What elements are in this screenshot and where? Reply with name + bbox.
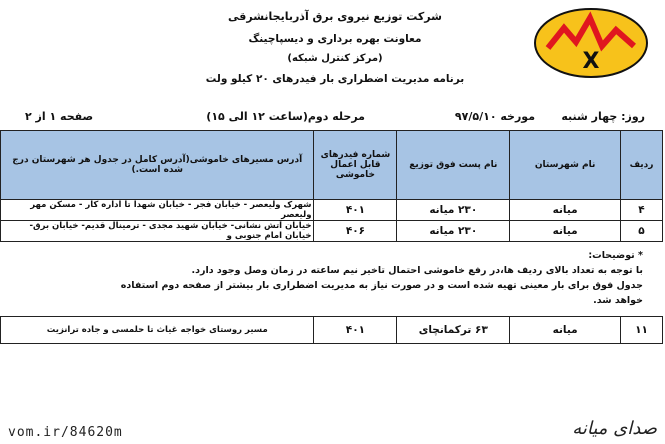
- company-name: شرکت توزیع نیروی برق آذربایجانشرقی: [228, 10, 442, 23]
- header-city: نام شهرستان: [510, 131, 621, 200]
- header-substation: نام پست فوق توزیع: [397, 131, 510, 200]
- cell-feeder: ۴۰۶: [314, 221, 397, 242]
- cell-row-number: ۱۱: [621, 317, 663, 344]
- cell-address: خیابان آتش نشانی- خیابان شهید مجدی - ترمینال قدیم- خیابان برق- خیابان امام جنوبی و: [1, 221, 314, 242]
- cell-substation: ۶۳ ترکمانچای: [397, 317, 510, 344]
- table-row: [1, 317, 663, 344]
- date-label: مورخه ۹۷/۵/۱۰: [454, 110, 535, 123]
- cell-row-number: ۵: [621, 221, 663, 242]
- cell-feeder: ۴۰۱: [314, 317, 397, 344]
- watermark-logo: صدای میانه: [572, 418, 657, 439]
- notes-line: خواهد شد.: [593, 295, 643, 306]
- notes-section: [20, 248, 643, 308]
- cell-feeder: ۴۰۱: [314, 200, 397, 221]
- program-title: برنامه مدیریت اضطراری بار فیدرهای ۲۰ کیلو ولت: [205, 73, 465, 85]
- company-logo-icon: [532, 6, 650, 80]
- table-header-row: [1, 131, 663, 200]
- header-feeder: شماره فیدرهای قابل اعمال خاموشی: [314, 131, 397, 200]
- table-row: [1, 200, 663, 221]
- cell-address: مسیر روستای خواجه غیاث تا حلمسی و جاده ترانزیت: [1, 317, 314, 344]
- notes-line: جدول فوق برای بار معینی تهیه شده است و در صورت نیاز به مدیریت اضطراری بار بیشتر از صفحه دوم استفاده: [120, 280, 643, 291]
- svg-text:X: X: [582, 49, 600, 74]
- header-address: آدرس مسیرهای خاموشی(آدرس کامل در جدول هر شهرستان درج شده است.): [1, 131, 314, 200]
- page-number: صفحه ۱ از ۲: [25, 110, 94, 123]
- cell-city: میانه: [510, 317, 621, 344]
- source-url: vom.ir/84620m: [8, 425, 123, 440]
- center-name: (مرکز کنترل شبکه): [287, 53, 383, 64]
- day-label: روز: چهار شنبه: [561, 110, 645, 123]
- info-bar: [0, 110, 665, 128]
- cell-address: شهرک ولیعصر - خیابان فجر - خیابان شهدا تا اداره کار - مسکن مهر ولیعصر: [1, 200, 314, 221]
- table-row: [1, 221, 663, 242]
- header-row-number: ردیف: [621, 131, 663, 200]
- extra-outage-table: [0, 316, 663, 344]
- outage-table: [0, 130, 663, 242]
- stage-label: مرحله دوم(ساعت ۱۲ الی ۱۵): [206, 110, 365, 123]
- cell-city: میانه: [510, 221, 621, 242]
- cell-substation: ۲۳۰ میانه: [397, 200, 510, 221]
- deputy-name: معاونت بهره برداری و دیسپاچینگ: [248, 33, 422, 45]
- cell-row-number: ۴: [621, 200, 663, 221]
- notes-line: با توجه به تعداد بالای ردیف ها،در رفع خاموشی احتمال تاخیر نیم ساعته در زمان وصل وجود دارد.: [191, 265, 643, 276]
- notes-title: * توضیحات:: [588, 250, 643, 261]
- cell-substation: ۲۳۰ میانه: [397, 221, 510, 242]
- cell-city: میانه: [510, 200, 621, 221]
